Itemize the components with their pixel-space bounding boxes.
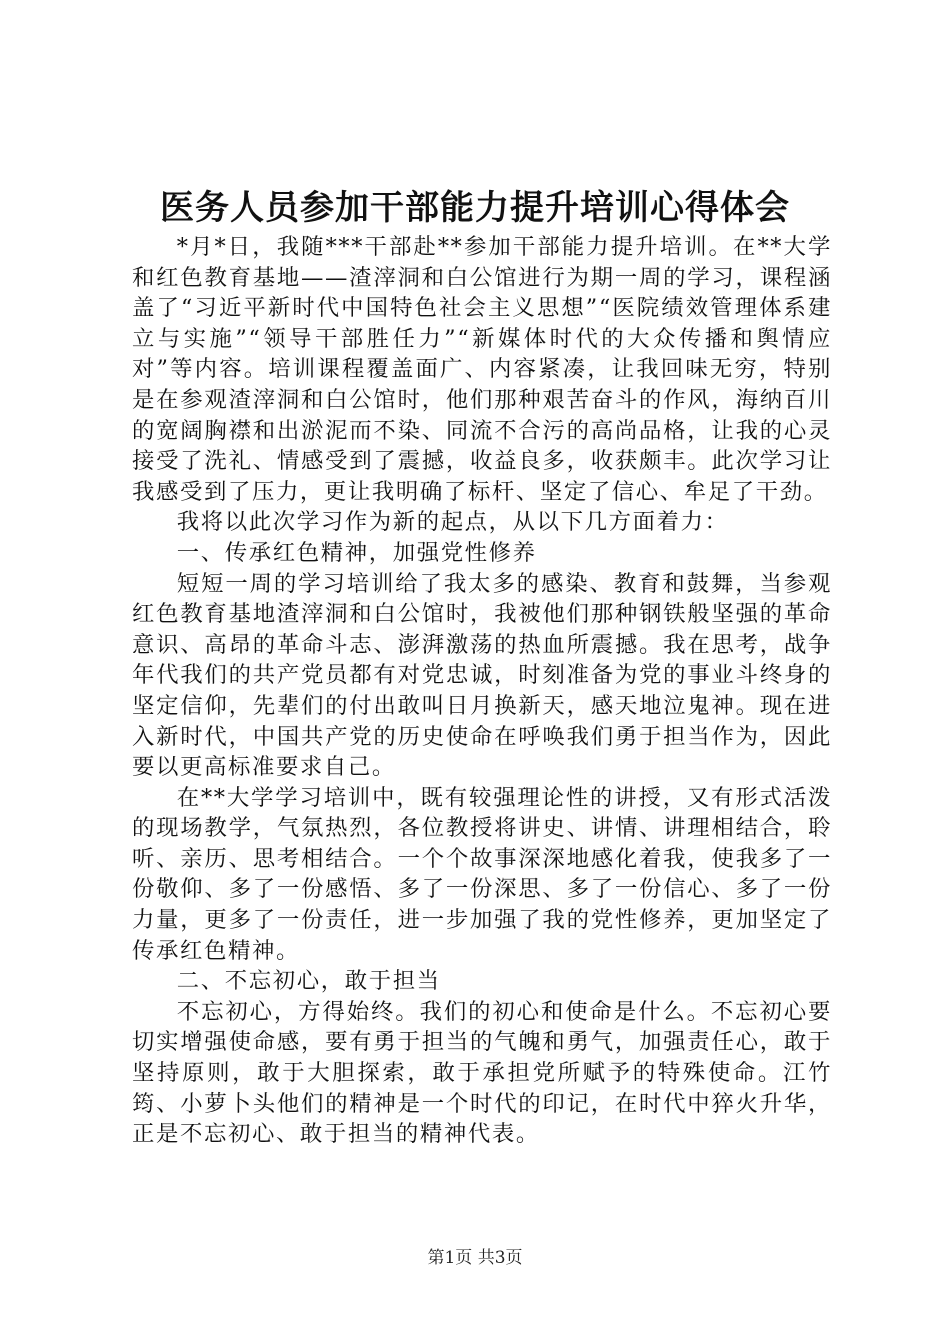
section-heading-2: 二、不忘初心，敢于担当 xyxy=(176,968,441,995)
page-number-footer: 第1页 共3页 xyxy=(427,1248,523,1268)
document-body xyxy=(132,232,832,1150)
paragraph-section-1a: 短短一周的学习培训给了我太多的感染、教育和鼓舞，当参观红色教育基地渣滓洞和白公馆时，我被他们那种钢铁般坚强的革命意识、高昂的革命斗志、澎湃激荡的热血所震撼。我在思考，战争年代我们的共产党员都有对党忠诚，时刻准备为党的事业斗终身的坚定信仰，先辈们的付出敢叫日月换新天，感天地泣鬼神。现在进入新时代，中国共产党的历史使命在呼唤我们勇于担当作为，因此要以更高标准要求自己。 xyxy=(132,570,832,781)
paragraph-transition: 我将以此次学习作为新的起点，从以下几方面着力： xyxy=(176,509,729,536)
paragraph-section-1b: 在**大学学习培训中，既有较强理论性的讲授，又有形式活泼的现场教学，气氛热烈，各位教授将讲史、讲情、讲理相结合，聆听、亲历、思考相结合。一个个故事深深地感化着我，使我多了一份敬仰、多了一份感悟、多了一份深思、多了一份信心、多了一份力量，更多了一份责任，进一步加强了我的党性修养，更加坚定了传承红色精神。 xyxy=(132,784,832,964)
section-heading-1: 一、传承红色精神，加强党性修养 xyxy=(176,539,537,566)
paragraph-section-2a: 不忘初心，方得始终。我们的初心和使命是什么。不忘初心要切实增强使命感，要有勇于担当的气魄和勇气，加强责任心，敢于坚持原则，敢于大胆探索，敢于承担党所赋予的特殊使命。江竹筠、小萝卜头他们的精神是一个时代的印记，在时代中猝火升华，正是不忘初心、敢于担当的精神代表。 xyxy=(132,998,832,1148)
paragraph-intro: *月*日，我随***干部赴**参加干部能力提升培训。在**大学和红色教育基地——渣滓洞和白公馆进行为期一周的学习，课程涵盖了“习近平新时代中国特色社会主义思想”“医院绩效管理体系建立与实施”“领导干部胜任力”“新媒体时代的大众传播和舆情应对”等内容。培训课程覆盖面广、内容紧凑，让我回味无穷，特别是在参观渣滓洞和白公馆时，他们那种艰苦奋斗的作风，海纳百川的宽阔胸襟和出淤泥而不染、同流不合污的高尚品格，让我的心灵接受了洗礼、情感受到了震撼，收益良多，收获颇丰。此次学习让我感受到了压力，更让我明确了标杆、坚定了信心、牟足了干劲。 xyxy=(132,234,832,505)
document-title: 医务人员参加干部能力提升培训心得体会 xyxy=(160,188,790,228)
